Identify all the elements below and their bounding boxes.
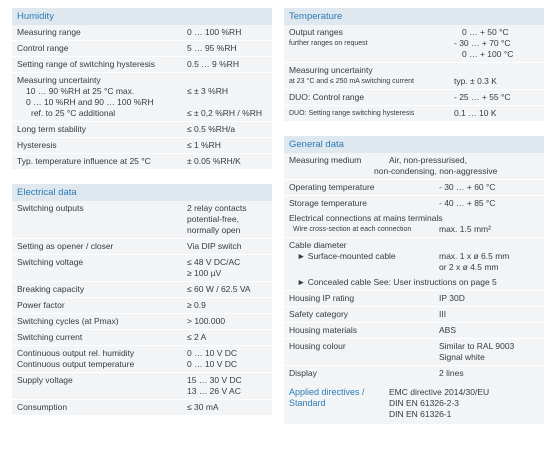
spec-label-line: Safety category	[289, 309, 349, 319]
temperature-panel	[284, 8, 544, 121]
spec-value-line: typ. ± 0.3 K	[454, 76, 497, 86]
spec-row-directives	[284, 381, 544, 424]
spec-label-line: Measuring uncertainty	[289, 65, 373, 75]
spec-label-line: Hysteresis	[17, 140, 57, 150]
spec-label-line: Supply voltage	[17, 375, 73, 385]
spec-row	[284, 339, 544, 366]
spec-value-line: ≤ 60 W / 62.5 VA	[187, 284, 251, 294]
directives-label-line: Standard	[289, 398, 326, 408]
spec-label	[17, 332, 187, 343]
spec-row	[284, 323, 544, 339]
spec-value-wire: max. 1.5 mm²	[439, 224, 491, 234]
spec-value	[439, 325, 539, 336]
spec-value-line: max. 1 x ø 6.5 mm	[439, 251, 510, 261]
general-rows	[284, 291, 544, 381]
spec-row	[284, 106, 544, 121]
general-rows	[284, 180, 544, 211]
spec-label	[289, 341, 439, 363]
spec-value	[454, 92, 539, 103]
spec-value-line: 0 … 10 V DC	[187, 348, 238, 358]
spec-row	[284, 366, 544, 381]
spec-value	[187, 75, 267, 119]
spec-value-line: Air, non-pressurised,	[389, 155, 467, 165]
spec-row	[12, 57, 272, 73]
spec-label-line: Switching voltage	[17, 257, 84, 267]
spec-value	[439, 341, 539, 363]
spec-label	[17, 300, 187, 311]
spec-label-line: Setting range of switching hysteresis	[17, 59, 155, 69]
spec-value-line: Signal white	[439, 352, 485, 362]
spec-label	[289, 92, 454, 103]
spec-row	[12, 201, 272, 239]
spec-row	[284, 63, 544, 90]
spec-value-line: ≤ ± 0,2 %RH / %RH	[187, 108, 262, 118]
spec-label-surface: ► Surface-mounted cable	[297, 251, 396, 261]
spec-label-wire: Wire cross-section at each connection	[293, 226, 412, 233]
spec-value-line: Similar to RAL 9003	[439, 341, 515, 351]
spec-value	[187, 59, 267, 70]
spec-label	[17, 375, 187, 397]
spec-value-line: 0 … 10 V DC	[187, 359, 238, 369]
spec-label-line: 10 … 90 %RH at 25 °C max.	[26, 86, 135, 96]
spec-row	[284, 90, 544, 106]
spec-value-line: potential-free,	[187, 214, 239, 224]
spec-label	[17, 284, 187, 295]
spec-value-line: 15 … 30 V DC	[187, 375, 242, 385]
spec-value	[187, 284, 267, 295]
spec-value-line: - 30 … + 60 °C	[439, 182, 496, 192]
spec-label-line: Consumption	[17, 402, 68, 412]
spec-label	[289, 293, 439, 304]
spec-label-line: Setting as opener / closer	[17, 241, 114, 251]
spec-value-line: or 2 x ø 4.5 mm	[439, 262, 499, 272]
spec-value	[187, 241, 267, 252]
spec-value-line: 2 relay contacts	[187, 203, 247, 213]
spec-row	[284, 307, 544, 323]
spec-value-line	[454, 65, 539, 76]
spec-value	[187, 332, 267, 343]
spec-row	[284, 180, 544, 196]
spec-label	[289, 368, 439, 379]
spec-row-electrical-connections	[284, 211, 544, 238]
spec-label-line: Typ. temperature influence at 25 °C	[17, 156, 151, 166]
spec-label	[17, 203, 187, 236]
spec-row	[284, 291, 544, 307]
spec-value	[187, 402, 267, 413]
spec-value	[187, 203, 267, 236]
spec-row	[12, 239, 272, 255]
spec-row	[284, 196, 544, 211]
directives-label[interactable]	[289, 387, 389, 420]
spec-label	[17, 156, 187, 167]
spec-label	[289, 27, 454, 60]
spec-value-line: > 100.000	[187, 316, 226, 326]
spec-label-line: Long term stability	[17, 124, 86, 134]
spec-value-line: ≤ 0.5 %RH/a	[187, 124, 236, 134]
spec-label	[17, 140, 187, 151]
spec-row-concealed-cable	[284, 275, 544, 291]
spec-value	[187, 156, 267, 167]
spec-value-line: - 25 … + 55 °C	[454, 92, 511, 102]
spec-label: ► Concealed cable See: User instructions on page 5	[297, 277, 497, 287]
spec-row	[12, 330, 272, 346]
spec-value-line: 0 … + 100 °C	[462, 49, 514, 59]
spec-label	[289, 325, 439, 336]
spec-value-line: 0.1 … 10 K	[454, 108, 497, 118]
spec-label-line: Housing colour	[289, 341, 346, 351]
spec-value-line: EMC directive 2014/30/EU	[389, 387, 490, 397]
spec-value-line	[187, 75, 267, 86]
spec-value-line: - 30 … + 70 °C	[454, 38, 511, 48]
spec-value	[187, 300, 267, 311]
spec-label-line	[289, 49, 454, 60]
spec-value-line: DIN EN 61326-2-3	[389, 398, 459, 408]
general-title: General data	[284, 136, 544, 153]
spec-label	[17, 27, 187, 38]
spec-value-line: non-condensing, non-aggressive	[374, 166, 498, 176]
spec-value-line: DIN EN 61326-1	[389, 409, 452, 419]
spec-label-line: Output ranges	[289, 27, 343, 37]
spec-value	[439, 198, 539, 209]
spec-value-line: 13 … 26 V AC	[187, 386, 241, 396]
spec-label	[17, 348, 187, 370]
spec-value	[187, 348, 267, 370]
spec-label-line: at 23 °C and ≤ 250 mA switching current	[289, 78, 414, 85]
spec-label	[17, 257, 187, 279]
humidity-title: Humidity	[12, 8, 272, 25]
spec-label-line: DUO: Control range	[289, 92, 365, 102]
spec-row	[12, 41, 272, 57]
spec-row	[12, 255, 272, 282]
spec-label-line: Display	[289, 368, 317, 378]
spec-label-line: Control range	[17, 43, 69, 53]
spec-row	[12, 73, 272, 122]
spec-row	[12, 346, 272, 373]
spec-row	[12, 25, 272, 41]
spec-row	[12, 122, 272, 138]
spec-value-line: ≤ 48 V DC/AC	[187, 257, 241, 267]
spec-label-line: Switching cycles (at Pmax)	[17, 316, 119, 326]
spec-label	[17, 402, 187, 413]
spec-label-line: Storage temperature	[289, 198, 367, 208]
spec-row	[12, 400, 272, 415]
spec-value-line	[187, 97, 267, 108]
spec-value	[439, 293, 539, 304]
spec-value	[187, 257, 267, 279]
spec-value	[187, 316, 267, 327]
spec-row-measuring-medium	[284, 153, 544, 180]
spec-label-line: Measuring uncertainty	[17, 75, 101, 85]
spec-label	[289, 65, 454, 87]
humidity-panel	[12, 8, 272, 169]
spec-label: Cable diameter	[289, 240, 347, 250]
spec-value-line: ± 0.05 %RH/K	[187, 156, 241, 166]
spec-row	[12, 314, 272, 330]
spec-row	[12, 154, 272, 169]
spec-row-cable-diameter	[284, 238, 544, 275]
spec-label: Electrical connections at mains terminals	[289, 213, 443, 223]
spec-label	[289, 108, 454, 119]
spec-label-line: Continuous output temperature	[17, 359, 135, 369]
spec-row	[284, 25, 544, 63]
spec-value-line: ABS	[439, 325, 457, 335]
spec-row	[12, 138, 272, 154]
spec-value	[454, 108, 539, 119]
spec-label: Measuring medium	[289, 155, 362, 165]
spec-value-line: ≤ 2 A	[187, 332, 207, 342]
spec-value-line: 2 lines	[439, 368, 464, 378]
spec-value-line: ≤ 30 mA	[187, 402, 219, 412]
spec-label	[17, 241, 187, 252]
spec-label-line: Switching current	[17, 332, 83, 342]
spec-value	[439, 309, 539, 320]
spec-label	[289, 198, 439, 209]
spec-label-line: 0 … 10 %RH and 90 … 100 %RH	[26, 97, 154, 107]
spec-label	[17, 59, 187, 70]
spec-label-line: Power factor	[17, 300, 65, 310]
right-column	[284, 8, 544, 439]
spec-label-line: Housing materials	[289, 325, 358, 335]
spec-value-line: III	[439, 309, 447, 319]
spec-label-line: further ranges on request	[289, 40, 368, 47]
general-panel	[284, 136, 544, 424]
spec-label	[17, 124, 187, 135]
spec-label	[17, 316, 187, 327]
spec-label-line: Operating temperature	[289, 182, 375, 192]
spec-value	[374, 155, 498, 177]
temperature-title: Temperature	[284, 8, 544, 25]
spec-row	[12, 282, 272, 298]
spec-value-line: 0 … + 50 °C	[462, 27, 509, 37]
spec-value-line: ≥ 100 µV	[187, 268, 222, 278]
spec-value-line: ≥ 0.9	[187, 300, 206, 310]
directives-label-line: Applied directives /	[289, 387, 365, 397]
spec-label	[17, 43, 187, 54]
spec-label	[17, 75, 187, 119]
spec-value-line: ≤ 1 %RH	[187, 140, 221, 150]
spec-value	[454, 27, 539, 60]
spec-value	[439, 368, 539, 379]
spec-label-line: Housing IP rating	[289, 293, 355, 303]
spec-label-line: Switching outputs	[17, 203, 84, 213]
electrical-panel	[12, 184, 272, 415]
spec-label-line: Continuous output rel. humidity	[17, 348, 135, 358]
spec-value-line: 5 … 95 %RH	[187, 43, 237, 53]
spec-row	[12, 298, 272, 314]
left-column	[12, 8, 272, 430]
spec-value-line: ≤ ± 3 %RH	[187, 86, 228, 96]
spec-value	[187, 124, 267, 135]
spec-row	[12, 373, 272, 400]
spec-value	[454, 65, 539, 87]
spec-value-line: IP 30D	[439, 293, 465, 303]
spec-value	[439, 182, 539, 193]
spec-label-line: Measuring range	[17, 27, 81, 37]
spec-label	[289, 309, 439, 320]
spec-label-line: Breaking capacity	[17, 284, 85, 294]
electrical-title: Electrical data	[12, 184, 272, 201]
spec-label-line: DUO: Setting range switching hysteresis	[289, 110, 415, 117]
spec-value-line: Via DIP switch	[187, 241, 242, 251]
spec-value	[389, 387, 489, 420]
spec-label	[289, 182, 439, 193]
spec-value-line: 0 … 100 %RH	[187, 27, 242, 37]
spec-value-line: - 40 … + 85 °C	[439, 198, 496, 208]
spec-label-line: ref. to 25 °C additional	[31, 108, 116, 118]
spec-value-line: normally open	[187, 225, 241, 235]
spec-value	[187, 27, 267, 38]
spec-value-line: 0.5 … 9 %RH	[187, 59, 239, 69]
spec-value	[187, 375, 267, 397]
spec-value	[187, 43, 267, 54]
spec-value	[187, 140, 267, 151]
